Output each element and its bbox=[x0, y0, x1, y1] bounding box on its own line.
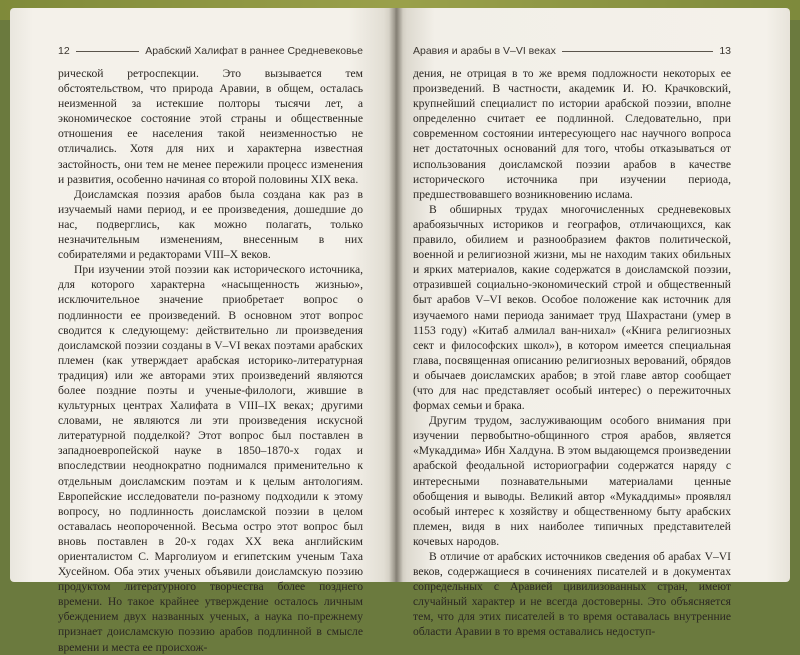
right-page-header bbox=[413, 42, 731, 60]
header-rule bbox=[562, 51, 713, 52]
left-page-header bbox=[58, 42, 363, 60]
paragraph: Другим трудом, заслуживающим особого внимания при изучении первобытно-общинного строя арабов, является «Мукаддима» Ибн Халдуна. В этом выдающемся произведении арабской феодальной историографии содержатся наряду с интересными познавательными материалами ценные обобщения и выводы. Великий автор «Мукаддимы» проявлял особый интерес к хозяйству и общественному быту арабских племен, видя в них наиболее типичных представителей кочевых народов. bbox=[413, 414, 731, 548]
header-rule bbox=[76, 51, 140, 52]
page-number-right: 13 bbox=[719, 45, 731, 57]
open-book bbox=[10, 8, 790, 654]
running-title-left: Арабский Халифат в раннее Средневековье bbox=[145, 45, 363, 57]
paragraph: Доисламская поэзия арабов была создана как раз в изучаемый нами период, и ее произведения, дошедшие до нас, подверглись, как можно полагать, только незначительным изменениям, внесенным в них собирателями и редакторами VIII–X веков. bbox=[58, 187, 363, 262]
right-page-body bbox=[413, 66, 731, 640]
page-number-left: 12 bbox=[58, 45, 70, 57]
left-page bbox=[10, 8, 395, 654]
paragraph: В отличие от арабских источников сведения об арабах V–VI веков, содержащиеся в сочинениях писателей и в документах сопредельных с Аравией цивилизованных стран, имеют случайный характер и не всегда достоверны. Это объясняется тем, что для этих писателей в то время оставалась внутренние области Аравии в то время оставались недоступ- bbox=[413, 550, 731, 639]
paragraph: В обширных трудах многочисленных средневековых арабоязычных историков и географов, отличающихся, как правило, обилием и разнообразием фактов политической, военной и религиозной жизни, мы не находим таких обильных и ярких материалов, какие содержатся в доисламской поэзии, отразившей социально-экономический строй и общественный быт арабов V–VI веков. Особое положение как источник для изучаемого нами периода занимает труд Шахрастани (умер в 1153 году) «Китаб алмилал ван-нихал» («Книга религиозных сект и философских школ»), в котором имеется специальная глава, посвященная описанию религиозных верований, обрядов и обычаев доисламских арабов; в этой главе автор сообщает (что для нас представляет особый интерес) о пережиточных формах семьи и брака. bbox=[413, 202, 731, 413]
paragraph: дения, не отрицая в то же время подложности некоторых ее произведений. В частности, академик И. Ю. Крачковский, крупнейший специалист по истории арабской поэзии, вполне определенно считает ее подлинной. Следовательно, при современном состоянии интересующего нас научного вопроса нет достаточных оснований для того, чтобы отказываться от использования доисламской поэзии арабов в качестве исторического источника при изучении периода, предшествовавшего возникновению ислама. bbox=[413, 67, 731, 201]
paragraph: рической ретроспекции. Это вызывается тем обстоятельством, что природа Аравии, в общем, осталась неизменной за истекшие полторы тысячи лет, а экономическое состояние этой страны и общественные отношения ее населения такой неизменностью не отличались. Хотя для них и характерна известная застойность, они тем не менее пережили процесс изменения и развития, особенно начиная со второй половины XIX века. bbox=[58, 67, 363, 186]
running-title-right: Аравия и арабы в V–VI веках bbox=[413, 45, 556, 57]
left-page-body bbox=[58, 66, 363, 655]
right-page bbox=[395, 8, 790, 639]
book-spine-shadow bbox=[389, 8, 403, 582]
paragraph: При изучении этой поэзии как исторического источника, для которого характерна «насыщенность жизнью», исключительное значение приобретает вопрос о подлинности ее произведений. В основном этот вопрос сводится к следующему: действительно ли произведения доисламской поэзии созданы в V–VI веках поэтами арабских племен (как утверждает арабская историко-литературная традиция) или же авторами этих произведений являются более поздние поэты и ученые-филологи, жившие в культурных центрах Халифата в VIII–IX веках; другими словами, не являются ли эти произведения искусной литературной подделкой? Этот вопрос был поставлен в западноевропейской науке в 1850–1870-х годах и впоследствии неоднократно поднимался применительно к отдельным доисламским поэтам и к целым антологиям. Европейские исследователи по-разному подходили к этому вопросу, но подлинность доисламской поэзии в целом оставалась неопороченной. Весьма остро этот вопрос был вновь поставлен в 20-х годах XX века английским ориенталистом С. Марголиуом и египетским ученым Таха Хусейном. Оба этих ученых объявили доисламскую поэзию продуктом литературного творчества более позднего времени. Но такое крайнее утверждение осталось личным убеждением двух названных ученых, а наука по-прежнему признает доисламскую поэзию арабов подлинной в смысле времени и места ее происхож- bbox=[58, 263, 363, 654]
